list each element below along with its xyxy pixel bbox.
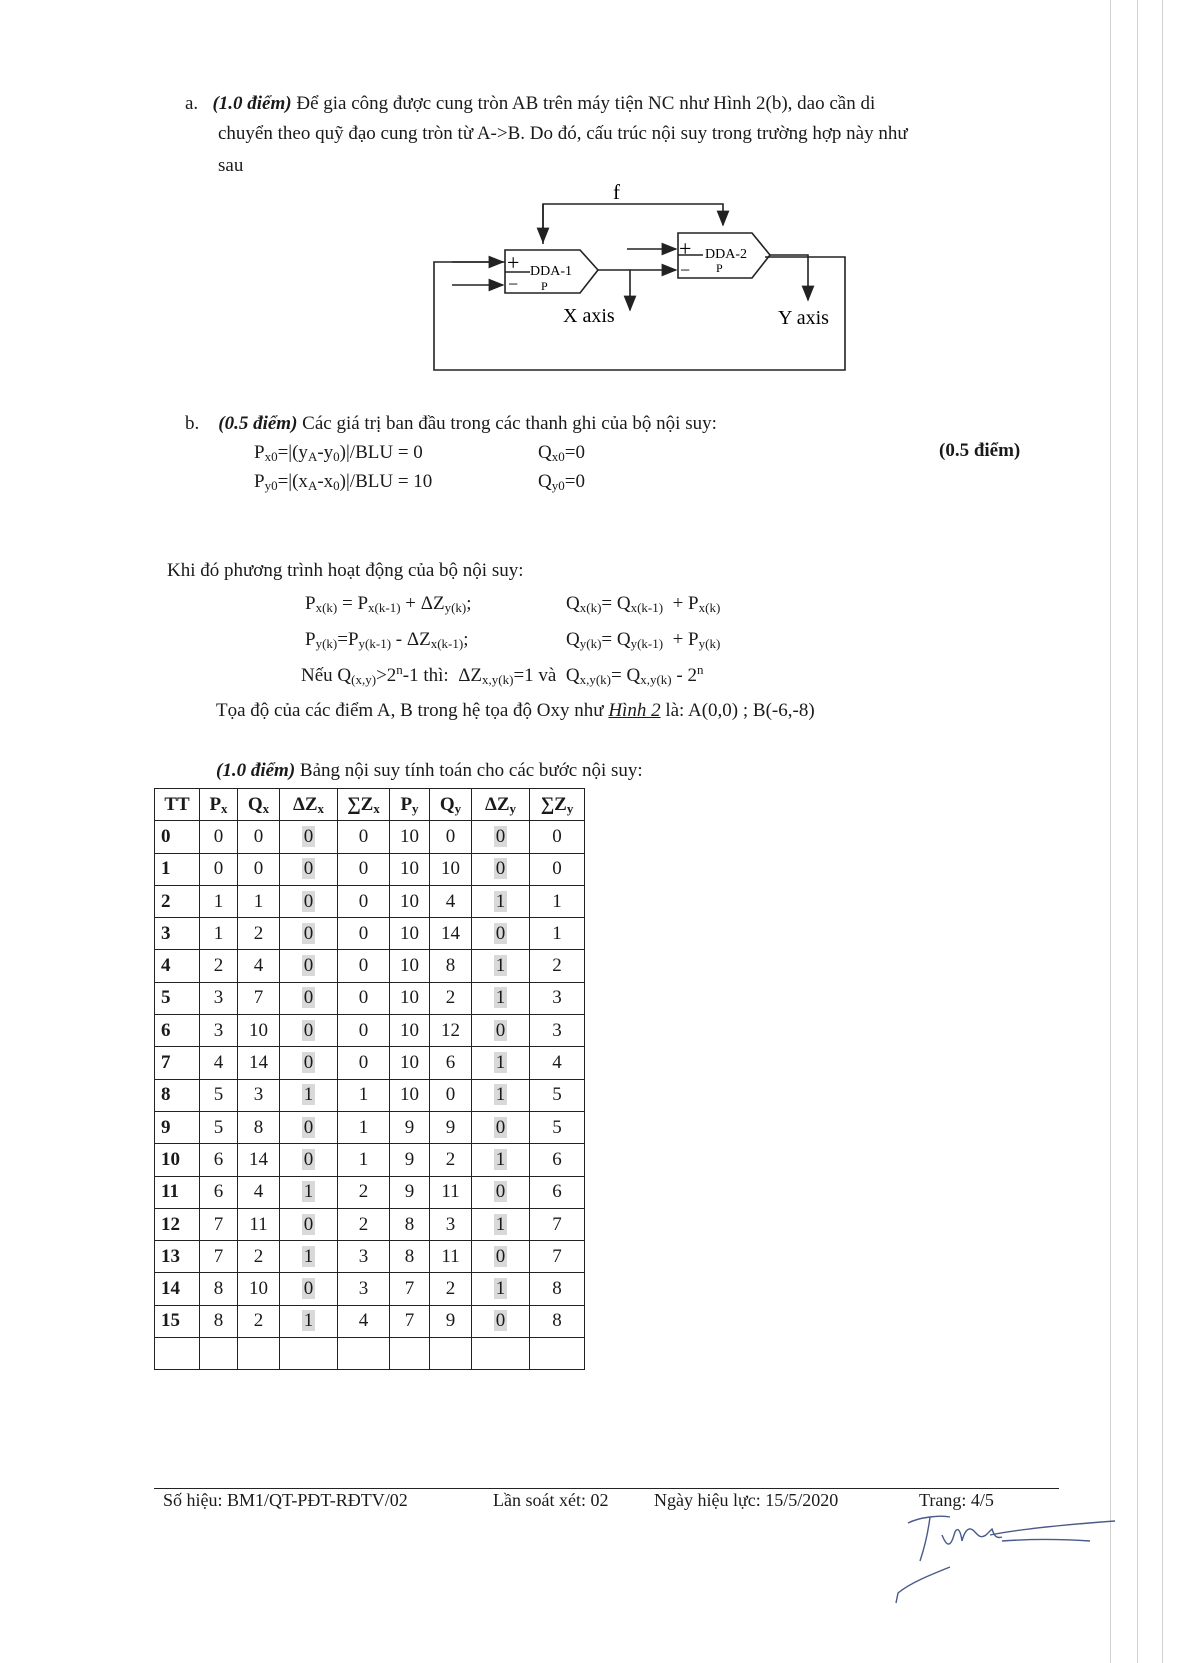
table-cell: 0	[430, 821, 472, 853]
table-cell: 0	[280, 1047, 338, 1079]
table-cell	[155, 1338, 200, 1370]
table-cell: 0	[238, 853, 280, 885]
table-cell: 2	[430, 982, 472, 1014]
table-row	[155, 1111, 585, 1143]
table-cell: 12	[430, 1015, 472, 1047]
table-cell: 10	[238, 1015, 280, 1047]
table-cell: 4	[530, 1047, 585, 1079]
footer-revision: Lần soát xét: 02	[493, 1490, 609, 1510]
table-row	[155, 1047, 585, 1079]
table-cell: 1	[238, 885, 280, 917]
table-cell: 0	[280, 853, 338, 885]
table-cell: 7	[390, 1305, 430, 1337]
dda-2-minus: −	[680, 260, 691, 280]
dda-1-plus: +	[507, 250, 520, 275]
table-header-cell: TT	[155, 789, 200, 821]
table-row	[155, 1338, 585, 1370]
table-cell: 1	[280, 1079, 338, 1111]
table-cell: 8	[530, 1273, 585, 1305]
table-cell: 0	[472, 918, 530, 950]
table-cell: 8	[390, 1208, 430, 1240]
table-cell: 10	[390, 821, 430, 853]
table-cell: 1	[472, 982, 530, 1014]
table-cell: 0	[338, 950, 390, 982]
table-header-cell: $P_y$	[390, 789, 430, 821]
table-cell: 1	[155, 853, 200, 885]
table-cell: 4	[200, 1047, 238, 1079]
table-cell: 0	[530, 821, 585, 853]
table-cell: 2	[155, 885, 200, 917]
table-cell: 4	[238, 1176, 280, 1208]
table-cell: 7	[390, 1273, 430, 1305]
table-cell: 3	[155, 918, 200, 950]
table-cell: 0	[280, 1273, 338, 1305]
table-cell: 4	[238, 950, 280, 982]
table-cell: 3	[530, 982, 585, 1014]
table-cell: 10	[390, 885, 430, 917]
table-cell: 0	[280, 1144, 338, 1176]
table-header-cell: $\sum Z_y$	[530, 789, 585, 821]
table-cell: 12	[155, 1208, 200, 1240]
table-cell: 6	[530, 1144, 585, 1176]
px-equation: $P_{x(k)} = P_{x(k-1)} + \Delta Z_{y(k)}$;	[305, 593, 472, 615]
table-cell: 0	[200, 853, 238, 885]
table-cell: 8	[200, 1305, 238, 1337]
table-cell: 2	[238, 918, 280, 950]
table-cell: 1	[530, 885, 585, 917]
y-axis-label: Y axis	[778, 307, 829, 329]
table-cell: 11	[430, 1241, 472, 1273]
table-cell: 1	[338, 1079, 390, 1111]
qy-equation: $Q_{y(k)}= Q_{y(k-1)} + P_{y(k)}$	[566, 629, 721, 651]
table-cell: 2	[430, 1273, 472, 1305]
table-row	[155, 1144, 585, 1176]
dda-1-label: DDA-1	[530, 264, 572, 279]
coordinates-line: Tọa độ của các điểm A, B trong hệ tọa độ Oxy như Hình 2 là: A(0,0) ; B(-6,-8)	[216, 700, 815, 721]
table-cell: 9	[155, 1111, 200, 1143]
table-cell: 1	[530, 918, 585, 950]
table-cell: 0	[280, 885, 338, 917]
table-cell: 15	[155, 1305, 200, 1337]
table-cell: 1	[472, 1047, 530, 1079]
table-cell: 0	[200, 821, 238, 853]
table-cell: 1	[472, 1079, 530, 1111]
table-cell: 10	[390, 1079, 430, 1111]
table-cell: 0	[338, 885, 390, 917]
table-cell: 6	[200, 1176, 238, 1208]
table-cell: 6	[430, 1047, 472, 1079]
table-cell: 2	[238, 1241, 280, 1273]
table-cell: 11	[238, 1208, 280, 1240]
table-cell: 6	[200, 1144, 238, 1176]
table-cell: 1	[472, 885, 530, 917]
table-header-row	[155, 789, 585, 821]
table-cell: 8	[155, 1079, 200, 1111]
table-cell	[430, 1338, 472, 1370]
table-cell: 1	[200, 918, 238, 950]
table-cell: 14	[430, 918, 472, 950]
part-b-label: b.	[185, 413, 200, 434]
part-a-points: (1.0 điểm)	[212, 93, 292, 114]
table-cell	[390, 1338, 430, 1370]
table-row	[155, 1208, 585, 1240]
table-cell: 10	[390, 950, 430, 982]
table-cell: 0	[472, 1111, 530, 1143]
table-cell: 8	[390, 1241, 430, 1273]
table-cell	[530, 1338, 585, 1370]
table-cell: 1	[338, 1144, 390, 1176]
table-cell: 3	[238, 1079, 280, 1111]
table-header-cell: $\Delta Z_y$	[472, 789, 530, 821]
table-cell: 9	[390, 1111, 430, 1143]
table-cell: 2	[338, 1208, 390, 1240]
table-cell: 2	[238, 1305, 280, 1337]
table-row	[155, 982, 585, 1014]
table-header-cell: $P_x$	[200, 789, 238, 821]
table-cell: 10	[390, 1047, 430, 1079]
table-cell: 3	[200, 1015, 238, 1047]
table-cell: 3	[200, 982, 238, 1014]
table-cell: 10	[430, 853, 472, 885]
table-cell: 14	[155, 1273, 200, 1305]
table-cell	[280, 1338, 338, 1370]
table-cell: 7	[155, 1047, 200, 1079]
table-cell: 1	[200, 885, 238, 917]
table-row	[155, 1305, 585, 1337]
table-cell: 6	[155, 1015, 200, 1047]
table-cell: 0	[238, 821, 280, 853]
table-row	[155, 1079, 585, 1111]
table-cell: 4	[155, 950, 200, 982]
table-cell: 9	[430, 1305, 472, 1337]
table-cell	[338, 1338, 390, 1370]
table-cell: 5	[200, 1111, 238, 1143]
table-cell: 11	[155, 1176, 200, 1208]
table-cell	[238, 1338, 280, 1370]
table-cell: 3	[530, 1015, 585, 1047]
table-cell: 10	[390, 918, 430, 950]
table-cell: 0	[472, 821, 530, 853]
x-axis-label: X axis	[563, 305, 615, 327]
footer-doc-code: Số hiệu: BM1/QT-PĐT-RĐTV/02	[163, 1490, 408, 1510]
table-points: (1.0 điểm)	[216, 760, 296, 781]
part-b-intro: Các giá trị ban đầu trong các thanh ghi của bộ nội suy:	[302, 413, 717, 434]
table-cell: 0	[280, 1208, 338, 1240]
table-cell: 4	[338, 1305, 390, 1337]
table-row	[155, 885, 585, 917]
py-equation: $P_{y(k)}=P_{y(k-1)} - \Delta Z_{x(k-1)}$;	[305, 629, 469, 651]
table-row	[155, 1015, 585, 1047]
footer-divider	[154, 1488, 1059, 1489]
table-cell: 8	[238, 1111, 280, 1143]
table-cell: 0	[280, 1015, 338, 1047]
overflow-condition: Nếu $Q_{(x,y)}>2^n-1$ thì: $\Delta Z_{x,y(k)}=1$ và $Q_{x,y(k)}= Q_{x,y(k)} - 2^n$	[301, 662, 704, 687]
table-cell: 10	[390, 853, 430, 885]
interpolation-table	[154, 788, 585, 1370]
table-cell: 2	[430, 1144, 472, 1176]
table-cell: 0	[338, 853, 390, 885]
part-a-label: a.	[185, 93, 199, 114]
table-cell: 6	[530, 1176, 585, 1208]
table-cell: 5	[530, 1079, 585, 1111]
feed-line	[543, 204, 723, 244]
table-header-cell: $Q_y$	[430, 789, 472, 821]
table-header-cell: $\sum Z_x$	[338, 789, 390, 821]
py0-equation: $P_{y0}=|(x_A-x_0)|$/BLU = 10	[254, 471, 433, 493]
px0-equation: $P_{x0}=|(y_A-y_0)|$/BLU = 0	[254, 442, 423, 464]
table-cell: 0	[472, 1305, 530, 1337]
table-caption: (1.0 điểm) Bảng nội suy tính toán cho các bước nội suy:	[216, 760, 643, 781]
table-cell: 1	[280, 1305, 338, 1337]
table-cell: 1	[280, 1176, 338, 1208]
table-cell: 9	[390, 1176, 430, 1208]
dda-interpolator-diagram	[0, 0, 1177, 400]
table-cell: 8	[530, 1305, 585, 1337]
table-cell: 1	[472, 950, 530, 982]
table-cell: 8	[200, 1273, 238, 1305]
table-cell: 5	[155, 982, 200, 1014]
table-cell: 5	[530, 1111, 585, 1143]
table-cell: 0	[280, 918, 338, 950]
table-row	[155, 1241, 585, 1273]
dda-2-label: DDA-2	[705, 247, 747, 262]
table-row	[155, 950, 585, 982]
table-cell: 4	[430, 885, 472, 917]
table-cell: 1	[472, 1144, 530, 1176]
table-cell: 1	[280, 1241, 338, 1273]
table-cell: 10	[390, 1015, 430, 1047]
table-cell: 10	[238, 1273, 280, 1305]
table-cell: 5	[200, 1079, 238, 1111]
table-cell: 9	[430, 1111, 472, 1143]
table-row	[155, 1273, 585, 1305]
part-a-text2: chuyển theo quỹ đạo cung tròn từ A->B. Do đó, cấu trúc nội suy trong trường hợp này như	[218, 123, 908, 144]
part-a-text3: sau	[218, 155, 244, 176]
table-header-cell: $Q_x$	[238, 789, 280, 821]
table-cell: 0	[280, 1111, 338, 1143]
table-cell: 10	[155, 1144, 200, 1176]
qx-equation: $Q_{x(k)}= Q_{x(k-1)} + P_{x(k)}$	[566, 593, 721, 615]
table-cell: 10	[390, 982, 430, 1014]
table-cell: 1	[472, 1208, 530, 1240]
table-cell: 13	[155, 1241, 200, 1273]
signature	[890, 1505, 1120, 1605]
table-cell: 2	[200, 950, 238, 982]
feed-label: f	[613, 180, 620, 204]
table-cell: 0	[338, 821, 390, 853]
table-cell: 7	[200, 1241, 238, 1273]
table-cell: 1	[338, 1111, 390, 1143]
table-row	[155, 821, 585, 853]
figure-reference: Hình 2	[608, 700, 661, 721]
table-cell: 7	[530, 1208, 585, 1240]
part-b-points: (0.5 điểm)	[218, 413, 298, 434]
table-cell: 0	[155, 821, 200, 853]
table-cell	[200, 1338, 238, 1370]
table-cell: 0	[530, 853, 585, 885]
dda-1-sublabel: P	[541, 279, 548, 293]
table-cell: 0	[430, 1079, 472, 1111]
table-cell: 3	[338, 1273, 390, 1305]
table-cell: 7	[238, 982, 280, 1014]
table-row	[155, 918, 585, 950]
table-cell: 14	[238, 1144, 280, 1176]
table-cell: 0	[472, 853, 530, 885]
table-cell: 0	[472, 1241, 530, 1273]
table-cell: 0	[472, 1176, 530, 1208]
table-cell: 1	[472, 1273, 530, 1305]
table-cell: 3	[430, 1208, 472, 1240]
part-a-text1: Để gia công được cung tròn AB trên máy tiện NC như Hình 2(b), dao cần di	[296, 93, 876, 114]
qy0-equation: $Q_{y0}=0$	[538, 471, 585, 493]
table-cell: 0	[338, 982, 390, 1014]
table-cell: 0	[280, 821, 338, 853]
table-cell: 0	[338, 1047, 390, 1079]
table-cell: 11	[430, 1176, 472, 1208]
table-cell: 14	[238, 1047, 280, 1079]
qx0-equation: $Q_{x0}=0$	[538, 442, 585, 464]
table-cell: 8	[430, 950, 472, 982]
table-cell: 0	[472, 1015, 530, 1047]
part-b-right-points: (0.5 điểm)	[939, 440, 1021, 461]
part-b-heading	[185, 410, 717, 437]
table-cell: 7	[200, 1208, 238, 1240]
table-cell: 0	[280, 950, 338, 982]
table-cell: 9	[390, 1144, 430, 1176]
table-cell: 7	[530, 1241, 585, 1273]
table-cell: 2	[530, 950, 585, 982]
table-header-cell: $\Delta Z_x$	[280, 789, 338, 821]
equations-intro: Khi đó phương trình hoạt động của bộ nội suy:	[167, 560, 524, 581]
table-row	[155, 1176, 585, 1208]
footer-page-number: Trang: 4/5	[919, 1490, 994, 1510]
dda-2-plus: +	[679, 236, 692, 261]
table-cell: 2	[338, 1176, 390, 1208]
table-cell: 0	[338, 1015, 390, 1047]
dda-2-sublabel: P	[716, 261, 723, 275]
table-cell: 0	[338, 918, 390, 950]
dda-1-minus: −	[508, 274, 519, 294]
table-cell: 0	[280, 982, 338, 1014]
table-row	[155, 853, 585, 885]
footer-effective-date: Ngày hiệu lực: 15/5/2020	[654, 1490, 839, 1510]
table-cell: 3	[338, 1241, 390, 1273]
table-cell	[472, 1338, 530, 1370]
